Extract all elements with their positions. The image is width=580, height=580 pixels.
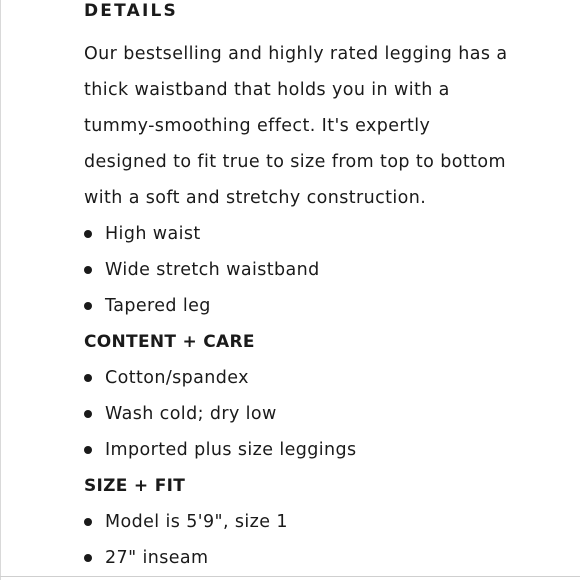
- list-item-text: Imported plus size leggings: [105, 440, 357, 460]
- bottom-divider: [0, 576, 580, 577]
- bullet-dot-icon: [84, 374, 92, 382]
- left-divider: [0, 0, 1, 580]
- content-care-heading: CONTENT + CARE: [84, 332, 255, 352]
- bullet-dot-icon: [84, 446, 92, 454]
- list-item-text: Wide stretch waistband: [105, 260, 320, 280]
- list-item-text: Cotton/spandex: [105, 368, 249, 388]
- list-item-text: Tapered leg: [105, 296, 211, 316]
- details-paragraph-line-3: tummy-smoothing effect. It's expertly: [84, 116, 431, 136]
- details-paragraph-line-1: Our bestselling and highly rated legging has a: [84, 44, 508, 64]
- bullet-dot-icon: [84, 302, 92, 310]
- size-fit-heading: SIZE + FIT: [84, 476, 186, 496]
- bullet-dot-icon: [84, 554, 92, 562]
- details-heading: DETAILS: [84, 1, 178, 21]
- details-paragraph-line-4: designed to fit true to size from top to bottom: [84, 152, 506, 172]
- list-item-text: High waist: [105, 224, 201, 244]
- bullet-dot-icon: [84, 266, 92, 274]
- bullet-dot-icon: [84, 518, 92, 526]
- list-item-text: Model is 5'9", size 1: [105, 512, 288, 532]
- bullet-dot-icon: [84, 410, 92, 418]
- details-paragraph-line-5: with a soft and stretchy construction.: [84, 188, 427, 208]
- details-paragraph-line-2: thick waistband that holds you in with a: [84, 80, 450, 100]
- list-item-text: Wash cold; dry low: [105, 404, 277, 424]
- bullet-dot-icon: [84, 230, 92, 238]
- list-item-text: 27" inseam: [105, 548, 209, 568]
